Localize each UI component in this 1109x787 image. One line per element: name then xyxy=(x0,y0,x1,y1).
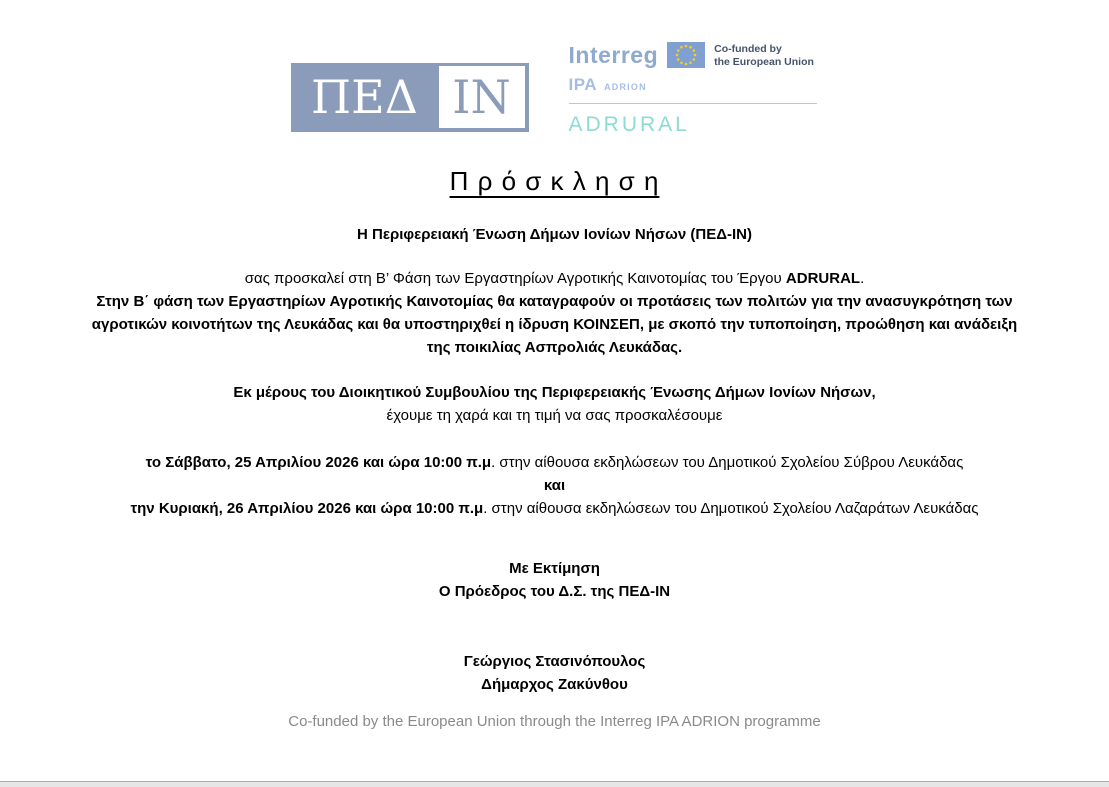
block-signature xyxy=(85,650,1025,696)
text-segment-bold: Στην Β΄ φάση των Εργαστηρίων Αγροτικής Καινοτομίας θα καταγραφούν οι προτάσεις των πολιτών για την ανασυγκρότηση των αγροτικών κοινοτήτων της Λευκάδας και θα υποστηριχθεί η ίδρυση ΚΟΙΝΣΕΠ, με σκοπό την τυποποίηση, προώθηση και ανάδειξη της ποικιλίας Ασπρολιάς Λευκάδας. xyxy=(91,293,1018,356)
block-invitation xyxy=(85,267,1025,359)
text-segment-bold: Ο Πρόεδρος του Δ.Σ. της ΠΕΔ-ΙΝ xyxy=(438,583,671,600)
interreg-wordmark: Interreg xyxy=(568,42,659,68)
text-segment-bold: Δήμαρχος Ζακύνθου xyxy=(481,676,628,693)
text-line xyxy=(85,580,1025,603)
text-segment: έχουμε τη χαρά και τη τιμή να σας προσκαλέσουμε xyxy=(386,407,723,424)
text-segment: . xyxy=(860,270,865,287)
logo-row xyxy=(0,0,1109,137)
text-line xyxy=(85,223,1025,246)
text-line xyxy=(85,474,1025,497)
pedin-logo-ped-text: ΠΕΔ xyxy=(311,70,418,124)
ipa-adrion-row xyxy=(569,75,819,95)
page-title: Π ρ ό σ κ λ η σ η xyxy=(449,166,660,196)
text-segment: . στην αίθουσα εκδηλώσεων του Δημοτικού Σχολείου Σύβρου Λευκάδας xyxy=(491,454,964,471)
block-organization xyxy=(85,223,1025,246)
block-dates xyxy=(85,451,1025,520)
page-bottom-edge xyxy=(0,781,1109,787)
text-segment-bold: Εκ μέρους του Διοικητικού Συμβουλίου της Περιφερειακής Ένωσης Δήμων Ιονίων Νήσων, xyxy=(233,384,876,401)
text-line xyxy=(85,557,1025,580)
pedin-logo-in-text: ΙΝ xyxy=(439,66,525,128)
ipa-label: IPA xyxy=(568,75,598,94)
pedin-logo xyxy=(291,63,529,132)
adrural-project-name: ADRURAL xyxy=(568,113,690,136)
text-line xyxy=(85,290,1025,359)
text-segment-bold: Η Περιφερειακή Ένωση Δήμων Ιονίων Νήσων (ΠΕΔ-ΙΝ) xyxy=(357,226,752,243)
text-segment-bold: ADRURAL xyxy=(785,270,861,287)
cofunded-label xyxy=(714,43,814,69)
text-line xyxy=(85,267,1025,290)
text-line xyxy=(85,650,1025,673)
text-segment-bold: Με Εκτίμηση xyxy=(509,560,600,577)
text-line xyxy=(85,451,1025,474)
text-segment-bold: την Κυριακή, 26 Απριλίου 2026 και ώρα 10:00 π.μ xyxy=(130,500,484,517)
interreg-top-row xyxy=(569,40,819,70)
text-segment: . στην αίθουσα εκδηλώσεων του Δημοτικού Σχολείου Λαζαράτων Λευκάδας xyxy=(483,500,979,517)
cofunded-line1: Co-funded by xyxy=(714,43,782,55)
interreg-ipa-adrion-logo xyxy=(569,40,819,137)
text-segment: σας προσκαλεί στη Β’ Φάση των Εργαστηρίων Αγροτικής Καινοτομίας του Έργου xyxy=(244,270,786,287)
text-segment-bold: το Σάββατο, 25 Απριλίου 2026 και ώρα 10:00 π.μ xyxy=(145,454,492,471)
logo-divider-line xyxy=(569,103,817,104)
text-segment-bold: Γεώργιος Στασινόπουλος xyxy=(463,653,646,670)
body-blocks xyxy=(0,223,1109,696)
text-segment-bold: και xyxy=(543,477,566,494)
footer-note: Co-funded by the European Union through the Interreg IPA ADRION programme xyxy=(288,713,821,730)
block-closing xyxy=(85,557,1025,603)
adrion-label: ADRION xyxy=(604,82,647,92)
cofunded-line2: the European Union xyxy=(714,56,814,68)
text-line xyxy=(85,381,1025,404)
text-line xyxy=(85,673,1025,696)
text-line xyxy=(85,404,1025,427)
text-line xyxy=(85,497,1025,520)
eu-flag-icon xyxy=(667,42,705,68)
block-committee xyxy=(85,381,1025,427)
